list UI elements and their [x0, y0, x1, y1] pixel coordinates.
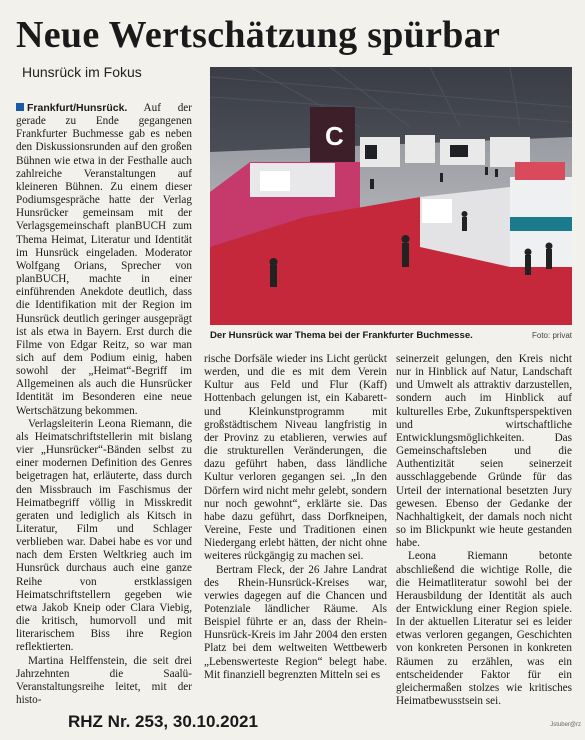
paragraph-text: Auf der gerade zu Ende gegangenen Frankfurter Buchmesse gab es neben den Diskussionsrunden auf den großen Bühnen wie etwa in der Festhalle auch zahlreiche Veranstaltungen auf kleineren Bühnen. Zu einem dieser Podiumsgespräche hatte der Verlag Hunsrücker gemeinsam mit der Verlagsgemeinschaft planBUCH zum Thema Heimat, Literatur und Identität im Hunsrück eingeladen. Moderator Wolfgang Orians, Sprecher von planBUCH, machte in einer einführenden Anekdote deutlich, dass die Identifikation mit der Region im Hunsrück deutlich geringer ausgeprägt ist als etwa in Bayern. Erst durch die Filme von Edgar Reitz, so war man sich auf dem Podium einig, haben sowohl der „Heimat“-Begriff im Allgemeinen als auch die Hunsrücker Identität im Besonderen eine neue Wertschätzung bekommen. — [16, 102, 192, 417]
article-photo — [210, 67, 572, 325]
paragraph: Martina Helffenstein, die seit drei Jahrzehnten die Saalü-Veranstaltungsreihe leitet, mit der histo- — [16, 654, 192, 707]
dateline: Frankfurt/Hunsrück. — [27, 102, 128, 114]
author-tag: Jstuber@rz — [550, 722, 581, 728]
source-footer: RHZ Nr. 253, 30.10.2021 — [68, 712, 258, 731]
headline: Neue Wertschätzung spürbar — [16, 14, 501, 56]
article-column-1 — [16, 102, 192, 707]
svg-text:C: C — [325, 121, 344, 151]
book-fair-hall-image — [210, 67, 572, 325]
paragraph: Leona Riemann betonte abschließend die wichtige Rolle, die die Heimatliteratur sowohl bei der Herausbildung der Identität als auch der Entwicklung einer Region spiele. In der aktuellen Literatur sei es leider etwas verloren gegangen, Geschichten von konkreten Personen in konkreten Räumen zu erzählen, was ein entscheidender Faktor für ein gleichermaßen stolzes wie kritisches Heimatbewusstsein sei. — [396, 550, 572, 708]
paragraph — [16, 102, 192, 418]
paragraph: rische Dorfsäle wieder ins Licht gerückt werden, und die es mit dem Verein Kultur aus Feld und Flur (Kaff) Hottenbach gelungen ist, ein Kabarett- und Kleinkunstprogramm mit großstädtischem Niveau langfristig in der Provinz zu etablieren, verwies auf die strukturellen Veränderungen, die dazu geführt haben, dass ländliche Kultur verloren gegangen sei. „In den Dörfern wird nicht mehr gelebt, sondern nur noch gewohnt“, erklärte sie. Das habe dazu geführt, dass Dorfkneipen, Vereine, Feste und Traditionen einen Niedergang erlebt hätten, der nicht ohne weiteres rückgängig zu machen sei. — [204, 353, 387, 563]
photo-caption-row — [210, 330, 572, 341]
photo-caption: Der Hunsrück war Thema bei der Frankfurter Buchmesse. — [210, 330, 473, 341]
article-column-2 — [204, 353, 387, 701]
article-column-3 — [396, 353, 572, 708]
paragraph: Bertram Fleck, der 26 Jahre Landrat des Rhein-Hunsrück-Kreises war, verwies dagegen auf die Chancen und Potenziale ländlicher Räume. Als Beispiel führte er an, dass der Rhein-Hunsrück-Kreis im Jahr 2004 den ersten Platz bei dem weltweiten Wettbewerb „Lebenswerteste Region“ belegt habe. Mit finanziell begrenzten Mitteln sei es — [204, 563, 387, 681]
paragraph: Verlagsleiterin Leona Riemann, die als Heimatschriftstellerin mit bislang vier „Hunsrücker“-Bänden selbst zu einer modernen Definition des Genres beigetragen hat, erläuterte, dass durch den Missbrauch im Faschismus der Heimatbegriff völlig in Misskredit geraten und lediglich als Kitsch in Literatur, Film und Schlager verblieben war. Dabei habe es vor und nach dem Ersten Weltkrieg auch im Hunsrück durchaus auch eine ganze Reihe von erstklassigen Heimatschriftstellern gegeben wie etwa Jakob Kneip oder Clara Viebig, die kritisch, humorvoll und mit literarischem Biss ihre Region reflektierten. — [16, 417, 192, 654]
paragraph: seinerzeit gelungen, den Kreis nicht nur in Hinblick auf Natur, Landschaft und Umwelt als attraktiv darzustellen, sondern auch im Hinblick auf kulturelles Erbe, Zukunftsperspektiven und wirtschaftliche Entwicklungsmöglichkeiten. Das Gemeinschaftsleben und die Authentizität seien seinerzeit ausschlaggebende Gründe für das Urteil der international besetzten Jury gewesen. Ebenso der Gedanke der Nachhaltigkeit, der damals noch nicht so im Blickpunkt wie heute gestanden habe. — [396, 353, 572, 550]
photo-credit: Foto: privat — [531, 331, 572, 340]
kicker: Hunsrück im Fokus — [22, 64, 142, 80]
section-marker-icon — [16, 103, 24, 111]
